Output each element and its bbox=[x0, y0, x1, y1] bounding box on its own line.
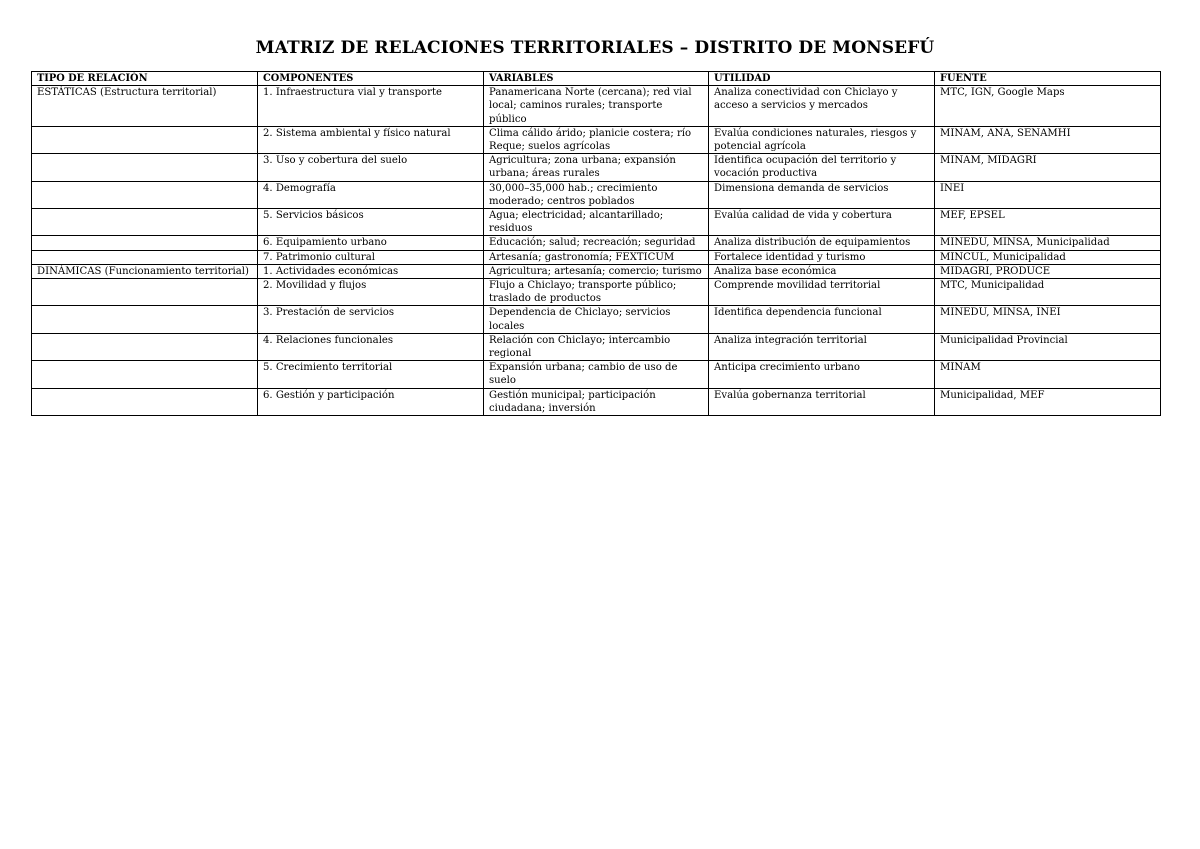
utilidad-cell: Evalúa condiciones naturales, riesgos y potencial agrícola bbox=[709, 126, 935, 153]
componente-cell: 1. Actividades económicas bbox=[258, 264, 484, 278]
fuente-cell: MINAM, MIDAGRI bbox=[935, 154, 1161, 181]
table-body bbox=[32, 86, 1161, 416]
utilidad-cell: Anticipa crecimiento urbano bbox=[709, 361, 935, 388]
fuente-cell: MINCUL, Municipalidad bbox=[935, 250, 1161, 264]
componente-cell: 4. Demografía bbox=[258, 181, 484, 208]
utilidad-cell: Identifica ocupación del territorio y vocación productiva bbox=[709, 154, 935, 181]
header-componentes: COMPONENTES bbox=[258, 72, 484, 86]
table-row bbox=[32, 236, 1161, 250]
utilidad-cell: Analiza base económica bbox=[709, 264, 935, 278]
fuente-cell: MINAM, ANA, SENAMHI bbox=[935, 126, 1161, 153]
componente-cell: 3. Prestación de servicios bbox=[258, 306, 484, 333]
fuente-cell: Municipalidad Provincial bbox=[935, 333, 1161, 360]
componente-cell: 7. Patrimonio cultural bbox=[258, 250, 484, 264]
tipo-relacion-cell bbox=[32, 361, 258, 388]
fuente-cell: INEI bbox=[935, 181, 1161, 208]
componente-cell: 2. Movilidad y flujos bbox=[258, 279, 484, 306]
table-header-row bbox=[32, 72, 1161, 86]
variables-cell: Educación; salud; recreación; seguridad bbox=[484, 236, 709, 250]
fuente-cell: MTC, Municipalidad bbox=[935, 279, 1161, 306]
variables-cell: Gestión municipal; participación ciudadana; inversión bbox=[484, 388, 709, 415]
fuente-cell: Municipalidad, MEF bbox=[935, 388, 1161, 415]
header-utilidad: UTILIDAD bbox=[709, 72, 935, 86]
tipo-relacion-cell bbox=[32, 154, 258, 181]
utilidad-cell: Dimensiona demanda de servicios bbox=[709, 181, 935, 208]
header-fuente: FUENTE bbox=[935, 72, 1161, 86]
tipo-relacion-cell bbox=[32, 250, 258, 264]
componente-cell: 4. Relaciones funcionales bbox=[258, 333, 484, 360]
tipo-relacion-cell: ESTÁTICAS (Estructura territorial) bbox=[32, 86, 258, 127]
fuente-cell: MINEDU, MINSA, INEI bbox=[935, 306, 1161, 333]
header-variables: VARIABLES bbox=[484, 72, 709, 86]
table-row bbox=[32, 333, 1161, 360]
table-row bbox=[32, 264, 1161, 278]
fuente-cell: MTC, IGN, Google Maps bbox=[935, 86, 1161, 127]
utilidad-cell: Analiza distribución de equipamientos bbox=[709, 236, 935, 250]
table-row bbox=[32, 279, 1161, 306]
table-row bbox=[32, 209, 1161, 236]
utilidad-cell: Comprende movilidad territorial bbox=[709, 279, 935, 306]
header-tipo-relacion: TIPO DE RELACIÓN bbox=[32, 72, 258, 86]
variables-cell: Agua; electricidad; alcantarillado; residuos bbox=[484, 209, 709, 236]
table-row bbox=[32, 250, 1161, 264]
utilidad-cell: Analiza integración territorial bbox=[709, 333, 935, 360]
utilidad-cell: Analiza conectividad con Chiclayo y acceso a servicios y mercados bbox=[709, 86, 935, 127]
tipo-relacion-cell bbox=[32, 209, 258, 236]
fuente-cell: MIDAGRI, PRODUCE bbox=[935, 264, 1161, 278]
fuente-cell: MINEDU, MINSA, Municipalidad bbox=[935, 236, 1161, 250]
variables-cell: Expansión urbana; cambio de uso de suelo bbox=[484, 361, 709, 388]
table-row bbox=[32, 181, 1161, 208]
componente-cell: 6. Equipamiento urbano bbox=[258, 236, 484, 250]
fuente-cell: MINAM bbox=[935, 361, 1161, 388]
utilidad-cell: Evalúa calidad de vida y cobertura bbox=[709, 209, 935, 236]
componente-cell: 6. Gestión y participación bbox=[258, 388, 484, 415]
variables-cell: Dependencia de Chiclayo; servicios locales bbox=[484, 306, 709, 333]
variables-cell: 30,000–35,000 hab.; crecimiento moderado; centros poblados bbox=[484, 181, 709, 208]
utilidad-cell: Fortalece identidad y turismo bbox=[709, 250, 935, 264]
utilidad-cell: Identifica dependencia funcional bbox=[709, 306, 935, 333]
componente-cell: 1. Infraestructura vial y transporte bbox=[258, 86, 484, 127]
componente-cell: 3. Uso y cobertura del suelo bbox=[258, 154, 484, 181]
relations-matrix-table bbox=[31, 71, 1161, 416]
componente-cell: 5. Servicios básicos bbox=[258, 209, 484, 236]
variables-cell: Panamericana Norte (cercana); red vial local; caminos rurales; transporte público bbox=[484, 86, 709, 127]
table-row bbox=[32, 388, 1161, 415]
tipo-relacion-cell: DINÁMICAS (Funcionamiento territorial) bbox=[32, 264, 258, 278]
table-row bbox=[32, 306, 1161, 333]
tipo-relacion-cell bbox=[32, 279, 258, 306]
document-title: MATRIZ DE RELACIONES TERRITORIALES – DISTRITO DE MONSEFÚ bbox=[255, 38, 935, 58]
variables-cell: Relación con Chiclayo; intercambio regional bbox=[484, 333, 709, 360]
tipo-relacion-cell bbox=[32, 306, 258, 333]
tipo-relacion-cell bbox=[32, 181, 258, 208]
variables-cell: Flujo a Chiclayo; transporte público; traslado de productos bbox=[484, 279, 709, 306]
tipo-relacion-cell bbox=[32, 236, 258, 250]
tipo-relacion-cell bbox=[32, 333, 258, 360]
variables-cell: Agricultura; artesanía; comercio; turismo bbox=[484, 264, 709, 278]
table-row bbox=[32, 86, 1161, 127]
variables-cell: Artesanía; gastronomía; FEXTICUM bbox=[484, 250, 709, 264]
variables-cell: Agricultura; zona urbana; expansión urbana; áreas rurales bbox=[484, 154, 709, 181]
utilidad-cell: Evalúa gobernanza territorial bbox=[709, 388, 935, 415]
componente-cell: 5. Crecimiento territorial bbox=[258, 361, 484, 388]
variables-cell: Clima cálido árido; planicie costera; río Reque; suelos agrícolas bbox=[484, 126, 709, 153]
table-row bbox=[32, 154, 1161, 181]
table-row bbox=[32, 126, 1161, 153]
componente-cell: 2. Sistema ambiental y físico natural bbox=[258, 126, 484, 153]
tipo-relacion-cell bbox=[32, 126, 258, 153]
tipo-relacion-cell bbox=[32, 388, 258, 415]
table-row bbox=[32, 361, 1161, 388]
fuente-cell: MEF, EPSEL bbox=[935, 209, 1161, 236]
